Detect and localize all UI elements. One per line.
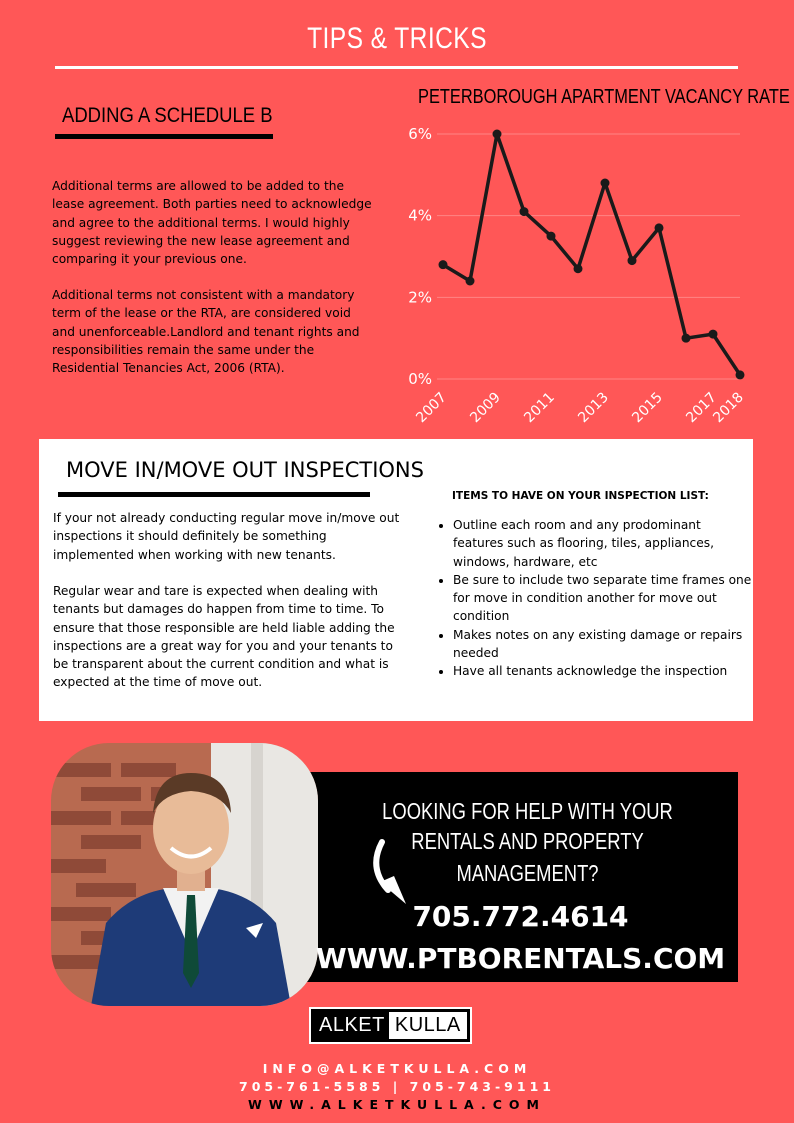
chart-x-tick-label: 2011: [521, 389, 558, 427]
chart-x-tick-label: 2015: [629, 389, 666, 427]
chart-point: [439, 260, 448, 269]
list-item: • Outline each room and any prodominant features such as flooring, tiles, appliances, windows, hardware, etc: [453, 516, 753, 571]
footer-email-link[interactable]: INFO@ALKETKULLA.COM: [262, 1061, 532, 1076]
chart-point: [709, 330, 718, 339]
footer-website-link[interactable]: WWW.ALKETKULLA.COM: [248, 1097, 546, 1112]
footer-phone-numbers[interactable]: 705-761-5585 | 705-743-9111: [239, 1079, 555, 1094]
chart-point: [682, 334, 691, 343]
chart-x-tick-label: 2018: [710, 389, 747, 427]
chart-y-tick-label: 4%: [408, 206, 432, 225]
chart-point: [655, 223, 664, 232]
list-item: • Makes notes on any existing damage or repairs needed: [453, 626, 753, 663]
chart-title: PETERBOROUGH APARTMENT VACANCY RATE: [418, 86, 790, 108]
page-title: TIPS & TRICKS: [307, 22, 487, 55]
chart-x-tick-label: 2007: [413, 389, 450, 427]
chart-y-tick-label: 6%: [408, 125, 432, 143]
title-divider: [55, 66, 738, 69]
chart-point: [736, 370, 745, 379]
chart-gridlines: [437, 134, 740, 379]
vacancy-series-line: [443, 134, 740, 375]
list-item: • Be sure to include two separate time frames one for move in condition another for move out condition: [453, 571, 753, 626]
chart-x-tick-label: 2017: [683, 389, 720, 427]
chart-y-tick-label: 2%: [408, 288, 432, 307]
chart-x-tick-label: 2009: [467, 389, 504, 427]
inspection-list: [440, 516, 753, 681]
schedule-b-underline: [55, 134, 273, 139]
alket-kulla-logo: [309, 1007, 472, 1044]
cta-heading-line-3: MANAGEMENT?: [456, 860, 599, 886]
chart-point: [493, 130, 502, 139]
chart-y-ticks: [408, 125, 432, 388]
inspections-heading: MOVE IN/MOVE OUT INSPECTIONS: [66, 458, 424, 482]
inspections-paragraph-1: If your not already conducting regular move in/move out inspections it should definitely be something implemented when working with new tenants.: [53, 511, 400, 562]
chart-x-ticks: [413, 390, 747, 427]
schedule-b-paragraph-1: Additional terms are allowed to be added to the lease agreement. Both parties need to acknowledge and agree to the additional terms. I would highly suggest reviewing the new lease agreement and comparing it your previous one.: [52, 179, 372, 267]
inspections-paragraph-2: Regular wear and tare is expected when dealing with tenants but damages do happen from time to time. To ensure that those responsible are held liable adding the inspections are a great way for you and your tenants to be transparent about the current condition and what is expected at the time of move out.: [53, 584, 395, 690]
chart-point: [628, 256, 637, 265]
chart-x-tick-label: 2013: [575, 389, 612, 427]
cta-heading-line-1: LOOKING FOR HELP WITH YOUR: [382, 798, 673, 824]
chart-point: [466, 277, 475, 286]
inspection-list-heading: ITEMS TO HAVE ON YOUR INSPECTION LIST:: [452, 490, 709, 502]
vacancy-rate-chart: [395, 118, 755, 438]
schedule-b-paragraph-2: Additional terms not consistent with a mandatory term of the lease or the RTA, are considered void and unenforceable.Landlord and tenant rights and responsibilities remain the same under the Residential Tenancies Act, 2006 (RTA).: [52, 288, 360, 376]
chart-points: [439, 130, 745, 380]
cta-heading-line-2: RENTALS AND PROPERTY: [411, 828, 644, 854]
chart-point: [601, 179, 610, 188]
logo-first-name: ALKET: [319, 1014, 385, 1036]
chart-point: [574, 264, 583, 273]
inspections-underline: [58, 492, 370, 497]
agent-portrait: [51, 743, 318, 1006]
chart-point: [520, 207, 529, 216]
logo-last-name: KULLA: [389, 1012, 467, 1039]
chart-y-tick-label: 0%: [408, 370, 432, 388]
cta-phone-number[interactable]: 705.772.4614: [412, 900, 629, 933]
cta-website-link[interactable]: WWW.PTBORENTALS.COM: [315, 942, 726, 975]
schedule-b-heading: ADDING A SCHEDULE B: [62, 104, 273, 127]
chart-point: [547, 232, 556, 241]
list-item: • Have all tenants acknowledge the inspection: [453, 662, 753, 680]
